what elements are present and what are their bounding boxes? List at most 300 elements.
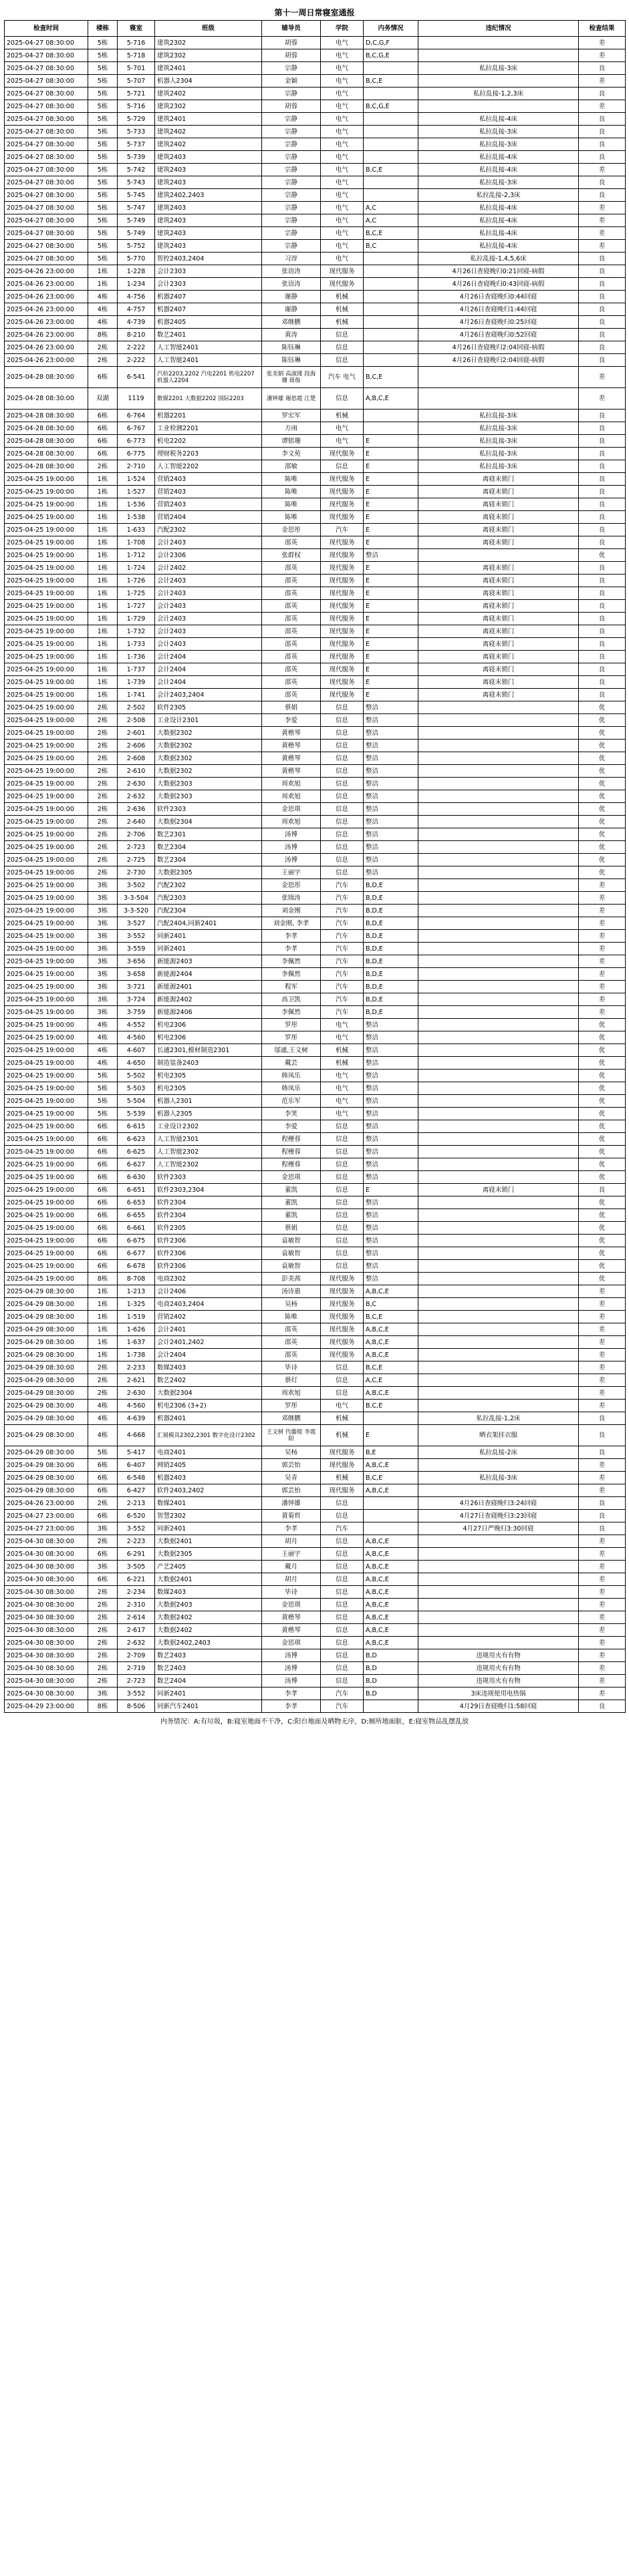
cell-violation [418,1196,579,1209]
cell-violation [418,1459,579,1472]
cell-housekeeping: 整洁 [364,740,418,752]
cell-housekeeping: 整洁 [364,1260,418,1273]
cell-check-time: 2025-04-27 08:30:00 [5,151,88,164]
cell-class: 会计2403 [155,600,262,613]
cell-room: 6-625 [118,1146,155,1158]
cell-class: 大数据2302 [155,740,262,752]
cell-college: 电气 [321,126,364,138]
cell-housekeeping: B,C [364,1298,418,1311]
cell-result: 差 [579,993,626,1006]
cell-class: 建筑2403 [155,202,262,214]
cell-violation [418,917,579,930]
cell-result: 良 [579,62,626,75]
cell-check-time: 2025-04-25 19:00:00 [5,1057,88,1070]
cell-result: 优 [579,1031,626,1044]
cell-building: 6栋 [88,1120,118,1133]
cell-college: 现代服务 [321,536,364,549]
cell-class: 会计2406 [155,1285,262,1298]
cell-class: 大数据2305 [155,866,262,879]
cell-building: 2栋 [88,790,118,803]
cell-counselor: 谭铭珊 [262,435,321,448]
cell-college: 信息 [321,1599,364,1611]
cell-counselor: 邵英 [262,1323,321,1336]
cell-counselor: 汤博 [262,841,321,854]
cell-violation: 离寝未锁门 [418,651,579,663]
cell-counselor: 张美娟 高淑瑾 段海珊 蒋俊 [262,367,321,388]
cell-building: 4栋 [88,1400,118,1412]
cell-college: 汽车 [321,930,364,943]
cell-result: 差 [579,1400,626,1412]
cell-room: 2-706 [118,828,155,841]
cell-building: 1栋 [88,511,118,524]
cell-violation [418,1006,579,1019]
table-row [5,1082,626,1095]
cell-building: 2栋 [88,341,118,354]
cell-room: 5-539 [118,1108,155,1120]
cell-class: 汽配2303 [155,892,262,905]
cell-class: 汽检2203,2202 汽电2201 机电2207 机器人2204 [155,367,262,388]
cell-check-time: 2025-04-25 19:00:00 [5,638,88,651]
table-row [5,943,626,955]
cell-check-time: 2025-04-28 08:30:00 [5,422,88,435]
cell-college: 电气 [321,100,364,113]
cell-violation: 4月27日查寝晚归3:23回寝 [418,1510,579,1522]
cell-check-time: 2025-04-25 19:00:00 [5,1273,88,1285]
cell-building: 1栋 [88,638,118,651]
cell-college: 信息 [321,1120,364,1133]
cell-check-time: 2025-04-25 19:00:00 [5,828,88,841]
cell-housekeeping: B,C,G,E [364,100,418,113]
cell-violation [418,1374,579,1387]
cell-counselor: 韩凤乐 [262,1070,321,1082]
cell-class: 智控2403,2404 [155,253,262,265]
cell-class: 建筑2302 [155,100,262,113]
cell-check-time: 2025-04-27 08:30:00 [5,227,88,240]
cell-housekeeping: 整洁 [364,866,418,879]
cell-room: 6-520 [118,1510,155,1522]
cell-room: 3-724 [118,993,155,1006]
cell-class: 机器人2304 [155,75,262,88]
cell-building: 1栋 [88,625,118,638]
table-row [5,803,626,816]
cell-result: 差 [579,227,626,240]
cell-room: 2-610 [118,765,155,778]
cell-college: 电气 [321,151,364,164]
cell-check-time: 2025-04-25 19:00:00 [5,524,88,536]
table-header-row [5,21,626,37]
cell-violation [418,701,579,714]
table-row [5,562,626,575]
cell-room: 1-527 [118,486,155,498]
cell-result: 差 [579,1323,626,1336]
cell-room: 2-632 [118,790,155,803]
cell-class: 大数据2402 [155,1611,262,1624]
cell-violation [418,1082,579,1095]
table-row [5,1662,626,1675]
cell-counselor: 李佩然 [262,968,321,981]
cell-housekeeping: E [364,473,418,486]
cell-room: 2-508 [118,714,155,727]
table-row [5,1459,626,1472]
cell-class: 同新2401 [155,1687,262,1700]
table-row [5,1184,626,1196]
cell-building: 2栋 [88,1535,118,1548]
cell-check-time: 2025-04-27 08:30:00 [5,189,88,202]
cell-violation: 离寝未锁门 [418,676,579,689]
table-row [5,1070,626,1082]
cell-check-time: 2025-04-30 08:30:00 [5,1561,88,1573]
table-row [5,303,626,316]
cell-violation [418,1484,579,1497]
cell-room: 5-739 [118,151,155,164]
cell-college: 电气 [321,138,364,151]
table-row [5,113,626,126]
cell-result: 良 [579,511,626,524]
table-row [5,1446,626,1459]
table-row [5,265,626,278]
cell-class: 会计2303 [155,265,262,278]
cell-violation [418,714,579,727]
cell-class: 会计2303 [155,278,262,291]
table-row [5,1044,626,1057]
cell-housekeeping: A,B,C,E [364,1336,418,1349]
cell-result: 差 [579,1599,626,1611]
cell-college: 机械 [321,1425,364,1446]
cell-result: 优 [579,1108,626,1120]
cell-violation: 私拉乱接-4床 [418,240,579,253]
cell-room: 1-729 [118,613,155,625]
cell-class: 同新2401 [155,943,262,955]
cell-college: 电气 [321,1108,364,1120]
cell-housekeeping [364,265,418,278]
cell-result: 差 [579,1349,626,1361]
cell-check-time: 2025-04-25 19:00:00 [5,1082,88,1095]
cell-class: 营销2402 [155,1311,262,1323]
cell-housekeeping [364,410,418,422]
cell-room: 6-651 [118,1184,155,1196]
cell-building: 5栋 [88,113,118,126]
cell-room: 3-502 [118,879,155,892]
cell-room: 5-707 [118,75,155,88]
cell-class: 建筑2403 [155,227,262,240]
cell-result: 良 [579,329,626,341]
cell-housekeeping: A,B,C,E [364,388,418,410]
cell-result: 良 [579,473,626,486]
cell-college: 现代服务 [321,689,364,701]
cell-college: 信息 [321,1611,364,1624]
cell-class: 人工智能2302 [155,1146,262,1158]
cell-room: 3-3-504 [118,892,155,905]
cell-check-time: 2025-04-28 08:30:00 [5,448,88,460]
cell-violation [418,1311,579,1323]
cell-result: 差 [579,49,626,62]
cell-college: 电气 [321,240,364,253]
cell-counselor: 邬通,王文树 [262,1044,321,1057]
cell-college: 信息 [321,1222,364,1235]
cell-class: 大数据2305 [155,1548,262,1561]
cell-room: 5-504 [118,1095,155,1108]
cell-counselor: 谢静 [262,303,321,316]
cell-check-time: 2025-04-30 08:30:00 [5,1535,88,1548]
cell-housekeeping: D,C,G,F [364,37,418,49]
cell-college: 现代服务 [321,587,364,600]
cell-violation: 4月26日查寝晚归2:04回寝-病假 [418,341,579,354]
cell-housekeeping: A,B,C,E [364,1548,418,1561]
table-row [5,1019,626,1031]
cell-violation: 私拉乱接-3床 [418,62,579,75]
cell-result: 良 [579,422,626,435]
cell-housekeeping: 整洁 [364,1070,418,1082]
cell-room: 1119 [118,388,155,410]
cell-building: 2栋 [88,701,118,714]
cell-check-time: 2025-04-28 08:30:00 [5,388,88,410]
cell-college: 信息 [321,841,364,854]
cell-housekeeping: E [364,600,418,613]
table-row [5,1260,626,1273]
cell-check-time: 2025-04-25 19:00:00 [5,1235,88,1247]
cell-check-time: 2025-04-25 19:00:00 [5,866,88,879]
cell-housekeeping: A,B,C,E [364,1611,418,1624]
cell-room: 1-637 [118,1336,155,1349]
cell-building: 6栋 [88,1146,118,1158]
cell-counselor: 李爱 [262,1120,321,1133]
cell-check-time: 2025-04-25 19:00:00 [5,600,88,613]
cell-class: 大数据2304 [155,816,262,828]
cell-check-time: 2025-04-29 08:30:00 [5,1336,88,1349]
cell-room: 2-719 [118,1662,155,1675]
table-row [5,892,626,905]
cell-class: 建筑2403 [155,176,262,189]
cell-room: 5-747 [118,202,155,214]
cell-building: 2栋 [88,714,118,727]
table-row [5,549,626,562]
cell-result: 差 [579,1637,626,1649]
table-row [5,214,626,227]
table-row [5,189,626,202]
cell-result: 优 [579,727,626,740]
cell-college: 现代服务 [321,549,364,562]
table-row [5,1522,626,1535]
cell-check-time: 2025-04-30 08:30:00 [5,1611,88,1624]
cell-check-time: 2025-04-25 19:00:00 [5,752,88,765]
cell-housekeeping: B,D,E [364,905,418,917]
cell-college: 现代服务 [321,448,364,460]
cell-violation [418,1361,579,1374]
cell-result: 差 [579,1484,626,1497]
cell-building: 3栋 [88,943,118,955]
cell-result: 良 [579,625,626,638]
cell-building: 2栋 [88,1586,118,1599]
cell-housekeeping: A,C,E [364,1374,418,1387]
cell-check-time: 2025-04-30 08:30:00 [5,1624,88,1637]
cell-result: 差 [579,1361,626,1374]
cell-college: 电气 [321,88,364,100]
cell-housekeeping: A,B,C,E [364,1459,418,1472]
table-row [5,816,626,828]
cell-check-time: 2025-04-29 08:30:00 [5,1459,88,1472]
cell-class: 会计2306 [155,549,262,562]
cell-housekeeping: B,D,E [364,917,418,930]
cell-result: 差 [579,1472,626,1484]
inspection-table [4,20,626,1713]
header-building: 楼栋 [88,21,118,37]
cell-result: 优 [579,1260,626,1273]
cell-result: 差 [579,1573,626,1586]
cell-counselor: 陈唯 [262,498,321,511]
cell-room: 1-736 [118,651,155,663]
cell-college: 汽车 [321,905,364,917]
cell-room: 5-745 [118,189,155,202]
cell-result: 优 [579,828,626,841]
cell-counselor: 罗宏军 [262,410,321,422]
cell-violation [418,1535,579,1548]
cell-college: 电气 [321,227,364,240]
cell-result: 优 [579,752,626,765]
cell-class: 建筑2403 [155,240,262,253]
cell-college: 汽车 [321,981,364,993]
cell-counselor: 周欢旭 [262,816,321,828]
cell-housekeeping: B,C [364,240,418,253]
table-row [5,663,626,676]
cell-violation: 4月26日查寝晚归0:21回寝-病假 [418,265,579,278]
cell-building: 5栋 [88,227,118,240]
cell-building: 6栋 [88,1573,118,1586]
cell-counselor: 陈钰琳 [262,341,321,354]
cell-class: 电商2401 [155,1446,262,1459]
cell-result: 优 [579,778,626,790]
cell-check-time: 2025-04-25 19:00:00 [5,981,88,993]
cell-counselor: 李文苑 [262,448,321,460]
cell-violation: 晒衣架挂衣服 [418,1425,579,1446]
table-row [5,968,626,981]
cell-room: 6-678 [118,1260,155,1273]
cell-room: 8-210 [118,329,155,341]
cell-result: 良 [579,410,626,422]
cell-check-time: 2025-04-27 08:30:00 [5,202,88,214]
cell-room: 4-639 [118,1412,155,1425]
cell-result: 优 [579,1247,626,1260]
cell-building: 6栋 [88,1247,118,1260]
table-row [5,498,626,511]
cell-violation [418,549,579,562]
cell-building: 1栋 [88,575,118,587]
table-row [5,1510,626,1522]
cell-room: 6-655 [118,1209,155,1222]
cell-result: 优 [579,866,626,879]
cell-building: 5栋 [88,189,118,202]
cell-counselor: 戴月 [262,1561,321,1573]
cell-violation: 私拉乱接-3床 [418,176,579,189]
cell-result: 差 [579,1675,626,1687]
cell-housekeeping: 整洁 [364,1171,418,1184]
cell-class: 建筑2402 [155,88,262,100]
cell-college: 信息 [321,354,364,367]
cell-housekeeping [364,422,418,435]
cell-result: 优 [579,1196,626,1209]
cell-college: 信息 [321,1624,364,1637]
cell-college: 汽车 [321,1687,364,1700]
cell-result: 差 [579,1006,626,1019]
cell-violation [418,1285,579,1298]
cell-class: 机器2407 [155,291,262,303]
cell-result: 优 [579,1057,626,1070]
cell-counselor: 黄菊哲 [262,1510,321,1522]
cell-room: 6-548 [118,1472,155,1484]
cell-check-time: 2025-04-25 19:00:00 [5,1006,88,1019]
cell-housekeeping: E [364,511,418,524]
table-row [5,993,626,1006]
cell-housekeeping [364,1522,418,1535]
cell-check-time: 2025-04-27 23:00:00 [5,1522,88,1535]
cell-college: 机械 [321,1057,364,1070]
cell-building: 4栋 [88,291,118,303]
cell-building: 6栋 [88,1171,118,1184]
cell-college: 电气 [321,202,364,214]
table-row [5,1349,626,1361]
cell-room: 5-749 [118,227,155,240]
cell-housekeeping: B,D,E [364,879,418,892]
cell-check-time: 2025-04-30 08:30:00 [5,1573,88,1586]
cell-result: 差 [579,1586,626,1599]
cell-college: 现代服务 [321,486,364,498]
cell-college: 现代服务 [321,498,364,511]
cell-housekeeping: A,B,C,E [364,1285,418,1298]
cell-check-time: 2025-04-28 08:30:00 [5,367,88,388]
cell-housekeeping: 整洁 [364,752,418,765]
table-row [5,752,626,765]
cell-building: 6栋 [88,1133,118,1146]
cell-check-time: 2025-04-27 08:30:00 [5,75,88,88]
cell-violation: 私拉乱接-1,2,3床 [418,88,579,100]
cell-violation: 4月26日查寝晚归1:44回寝 [418,303,579,316]
cell-violation [418,1611,579,1624]
cell-result: 良 [579,278,626,291]
cell-college: 信息 [321,1675,364,1687]
cell-counselor: 金思琪 [262,803,321,816]
cell-housekeeping: B,D,E [364,1006,418,1019]
cell-room: 5-701 [118,62,155,75]
cell-counselor: 王文树 代藤缇 李霞阳 [262,1425,321,1446]
cell-violation [418,905,579,917]
cell-check-time: 2025-04-29 08:30:00 [5,1298,88,1311]
cell-result: 良 [579,126,626,138]
cell-class: 会计2403 [155,613,262,625]
cell-result: 优 [579,803,626,816]
cell-building: 1栋 [88,663,118,676]
cell-counselor: 毕诗 [262,1586,321,1599]
cell-check-time: 2025-04-29 08:30:00 [5,1349,88,1361]
table-row [5,126,626,138]
cell-class: 会计2403 [155,638,262,651]
cell-housekeeping: B,C,E [364,1361,418,1374]
cell-room: 6-767 [118,422,155,435]
cell-class: 会计2404 [155,651,262,663]
cell-counselor: 李孝 [262,1700,321,1713]
cell-check-time: 2025-04-30 08:30:00 [5,1649,88,1662]
cell-class: 数艺2401 [155,329,262,341]
cell-result: 差 [579,1548,626,1561]
cell-check-time: 2025-04-25 19:00:00 [5,943,88,955]
cell-check-time: 2025-04-30 08:30:00 [5,1599,88,1611]
cell-counselor: 汤诗惠 [262,1285,321,1298]
cell-violation: 私拉乱接-2床 [418,1446,579,1459]
cell-check-time: 2025-04-25 19:00:00 [5,1070,88,1082]
cell-room: 3-527 [118,917,155,930]
cell-result: 良 [579,486,626,498]
cell-check-time: 2025-04-25 19:00:00 [5,575,88,587]
cell-building: 8栋 [88,1273,118,1285]
cell-violation [418,1624,579,1637]
